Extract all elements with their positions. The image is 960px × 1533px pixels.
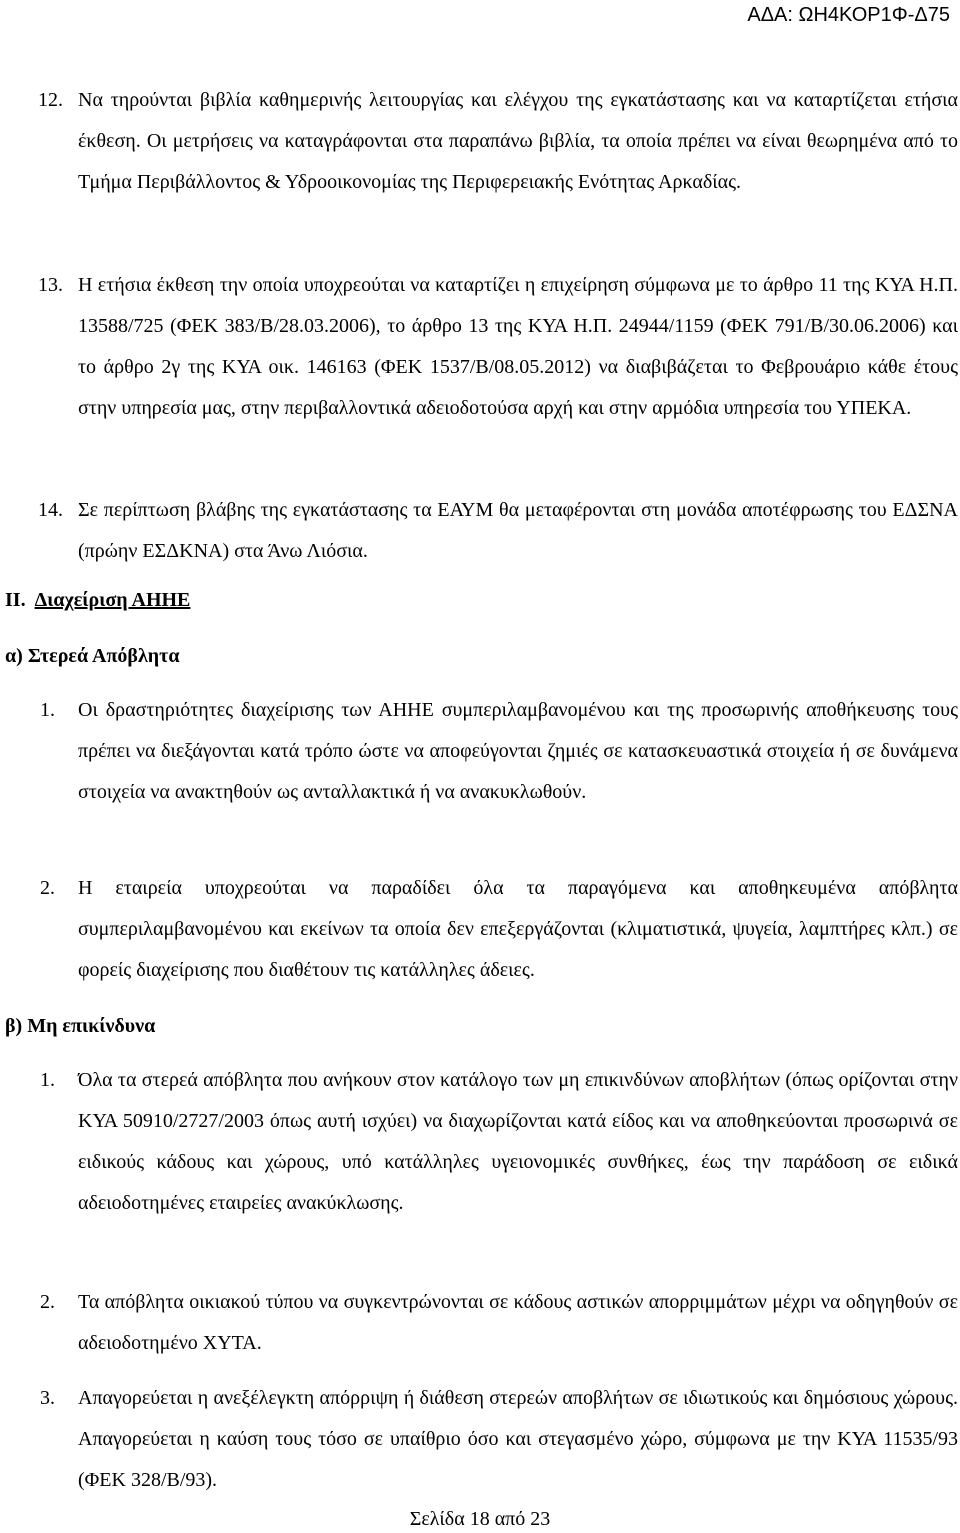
item-number: 1. — [40, 699, 55, 721]
item-text: Οι δραστηριότητες διαχείρισης των ΑΗΗΕ συμπεριλαμβανομένου και της προσωρινής αποθήκευσης τους πρέπει να διεξάγονται κατά τρόπο ώστε να αποφεύγονται ζημιές σε κατασκευαστικά στοιχεία ή σε δυνάμενα στοιχεία να ανακτηθούν ως ανταλλακτικά ή να ανακυκλωθούν. — [78, 699, 958, 803]
item-text: Απαγορεύεται η ανεξέλεγκτη απόρριψη ή διάθεση στερεών αποβλήτων σε ιδιωτικούς και δημόσιους χώρους. Απαγορεύεται η καύση τους τόσο σε υπαίθριο όσο και στεγασμένο χώρο, σύμφωνα με την ΚΥΑ 11535/93 (ΦΕΚ 328/Β/93). — [78, 1387, 958, 1491]
item-text: Να τηρούνται βιβλία καθημερινής λειτουργίας και ελέγχου της εγκατάστασης και να καταρτίζεται ετήσια έκθεση. Οι μετρήσεις να καταγράφονται στα παραπάνω βιβλία, τα οποία πρέπει να είναι θεωρημένα από το Τμήμα Περιβάλλοντος & Υδροοικονομίας της Περιφερειακής Ενότητας Αρκαδίας. — [78, 89, 958, 193]
item-number: 14. — [38, 499, 63, 521]
list-item-a1 — [40, 690, 958, 813]
item-number: 2. — [40, 1291, 55, 1313]
page-footer: Σελίδα 18 από 23 — [409, 1508, 551, 1530]
list-item-b1 — [40, 1060, 958, 1224]
subsection-b-title: β) Μη επικίνδυνα — [5, 1015, 156, 1037]
list-item-12 — [38, 80, 958, 203]
section-number: ΙΙ. — [5, 589, 26, 611]
list-item-b2 — [40, 1282, 958, 1364]
ada-code: ΑΔΑ: ΩΗ4ΚΟΡ1Φ-Δ75 — [747, 4, 950, 26]
item-text: Όλα τα στερεά απόβλητα που ανήκουν στον κατάλογο των μη επικινδύνων αποβλήτων (όπως ορίζονται στην ΚΥΑ 50910/2727/2003 όπως αυτή ισχύει) να διαχωρίζονται κατά είδος και να αποθηκεύονται προσωρινά σε ειδικούς κάδους και χώρους, υπό κατάλληλες υγειονομικές συνθήκες, έως την παράδοση σε ειδικά αδειοδοτημένες εταιρείες ανακύκλωσης. — [78, 1069, 958, 1214]
item-number: 12. — [38, 89, 63, 111]
item-number: 13. — [38, 274, 63, 296]
item-text: Η ετήσια έκθεση την οποία υποχρεούται να καταρτίζει η επιχείρηση σύμφωνα με το άρθρο 11 της ΚΥΑ Η.Π. 13588/725 (ΦΕΚ 383/Β/28.03.2006), το άρθρο 13 της ΚΥΑ Η.Π. 24944/1159 (ΦΕΚ 791/Β/30.06.2006) και το άρθρο 2γ της ΚΥΑ οικ. 146163 (ΦΕΚ 1537/Β/08.05.2012) να διαβιβάζεται το Φεβρουάριο κάθε έτους στην υπηρεσία μας, στην περιβαλλοντικά αδειοδοτούσα αρχή και στην αρμόδια υπηρεσία του ΥΠΕΚΑ. — [78, 274, 958, 419]
item-number: 1. — [40, 1069, 55, 1091]
list-item-b3 — [40, 1378, 958, 1501]
section-heading — [5, 589, 190, 612]
section-title: Διαχείριση ΑΗΗΕ — [34, 589, 191, 611]
item-text: Η εταιρεία υποχρεούται να παραδίδει όλα τα παραγόμενα και αποθηκευμένα απόβλητα συμπεριλαμβανομένου και εκείνων τα οποία δεν επεξεργάζονται (κλιματιστικά, ψυγεία, λαμπτήρες κλπ.) σε φορείς διαχείρισης που διαθέτουν τις κατάλληλες άδειες. — [78, 877, 958, 981]
item-number: 3. — [40, 1387, 55, 1409]
item-text: Σε περίπτωση βλάβης της εγκατάστασης τα ΕΑΥΜ θα μεταφέρονται στη μονάδα αποτέφρωσης του ΕΔΣΝΑ (πρώην ΕΣΔΚΝΑ) στα Άνω Λιόσια. — [78, 499, 958, 562]
subsection-a-title: α) Στερεά Απόβλητα — [5, 645, 180, 667]
list-item-a2 — [40, 868, 958, 991]
item-number: 2. — [40, 877, 55, 899]
list-item-13 — [38, 265, 958, 429]
list-item-14 — [38, 490, 958, 572]
item-text: Τα απόβλητα οικιακού τύπου να συγκεντρώνονται σε κάδους αστικών απορριμμάτων μέχρι να οδηγηθούν σε αδειοδοτημένο ΧΥΤΑ. — [78, 1291, 958, 1354]
